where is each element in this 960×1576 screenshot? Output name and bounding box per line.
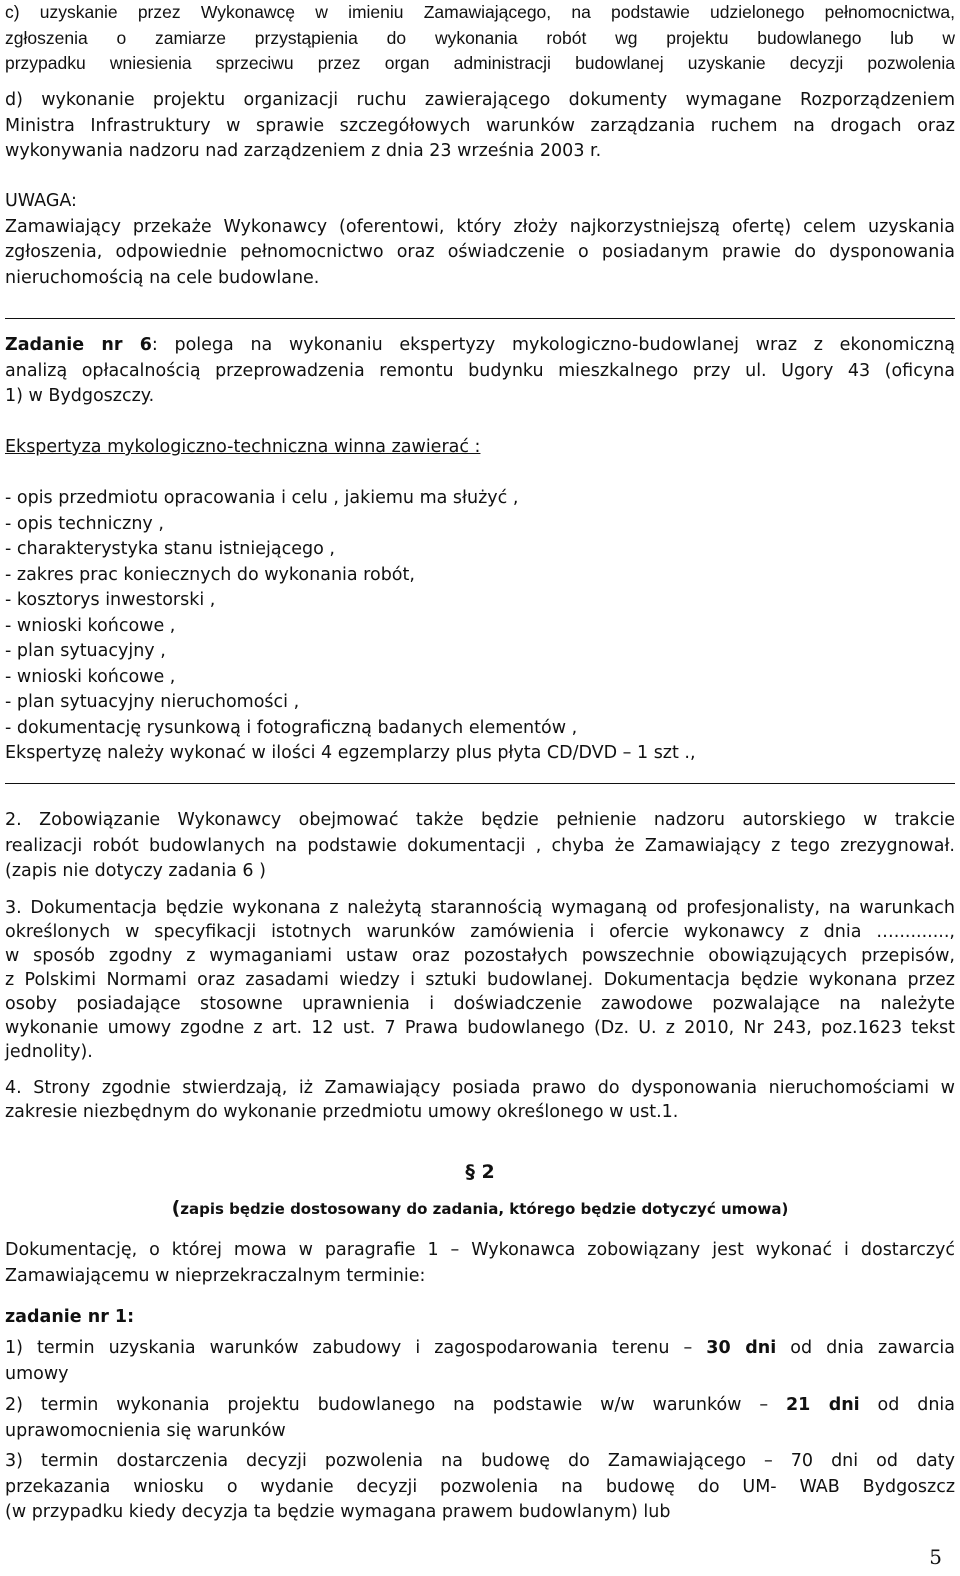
- zadanie-1-heading: [5, 1305, 955, 1331]
- list-item: - plan sytuacyjny nieruchomości ,: [5, 692, 300, 712]
- page-number: 5: [929, 1545, 942, 1569]
- item-text: od dnia: [859, 1395, 956, 1415]
- list-item: - dokumentację rysunkową i fotograficzną badanych elementów ,: [5, 717, 578, 738]
- text-line: d) wykonanie projektu organizacji ruchu zawierającego dokumenty wymagane Rozporządzeniem: [5, 90, 955, 110]
- text-line: c) uzyskanie przez Wykonawcę w imieniu Zamawiającego, na podstawie udzielonego pełnomocnictwa,: [5, 2, 955, 22]
- text-line: realizacji robót budowlanych na podstawie dokumentacji , chyba że Zamawiający z tego zrezygnował.: [5, 835, 955, 856]
- ekspertyza-heading: [5, 435, 955, 461]
- text-line: osoby posiadające stosowne uprawnienia i doświadczenie zawodowe pozwalające na należyte: [5, 994, 955, 1014]
- text-line: 3. Dokumentacja będzie wykonana z należytą starannością wymaganą od profesjonalisty, na warunkach: [5, 898, 955, 918]
- dokumentacje-paragraph: [5, 1238, 955, 1289]
- item-text: 2) termin wykonania projektu budowlanego na podstawie w/w warunków –: [5, 1395, 786, 1415]
- text-line: 4. Strony zgodnie stwierdzają, iż Zamawiający posiada prawo do dysponowania nieruchomościami w: [5, 1078, 955, 1098]
- zadanie-1-item-1: [5, 1336, 955, 1387]
- text-line: określonych w specyfikacji istotnych warunków zamówienia i ofercie wykonawcy z dnia …..........,: [5, 922, 955, 942]
- section-heading: Ekspertyza mykologiczno-techniczna winna zawierać :: [5, 437, 481, 457]
- list-item: - kosztorys inwestorski ,: [5, 590, 216, 610]
- text-line: Dokumentację, o której mowa w paragrafie 1 – Wykonawca zobowiązany jest wykonać i dostarczyć: [5, 1240, 955, 1260]
- text-line: 3) termin dostarczenia decyzji pozwolenia na budowę do Zamawiającego – 70 dni od daty: [5, 1451, 955, 1471]
- text-line: uprawomocnienia się warunków: [5, 1420, 286, 1441]
- deadline-days: 30 dni: [706, 1338, 777, 1358]
- zadanie-1-item-2: [5, 1393, 955, 1444]
- text-line: 1) w Bydgoszczy.: [5, 386, 155, 406]
- section-2-title: [5, 1160, 955, 1186]
- paragraph-symbol: § 2: [465, 1161, 495, 1183]
- list-item: - wnioski końcowe ,: [5, 615, 176, 636]
- text-line: Zamawiającemu w nieprzekraczalnym terminie:: [5, 1265, 426, 1286]
- text-line: Ministra Infrastruktury w sprawie szczegółowych warunków zarządzania ruchem na drogach oraz: [5, 115, 955, 136]
- paragraph-c: [5, 0, 955, 77]
- section-heading: zadanie nr 1:: [5, 1307, 135, 1327]
- zadanie-6-paragraph: [5, 333, 955, 410]
- zadanie-6-text: : polega na wykonaniu ekspertyzy mykologiczno-budowlanej wraz z ekonomiczną: [151, 335, 955, 355]
- list-item: - plan sytuacyjny ,: [5, 641, 166, 661]
- text-line: 2. Zobowiązanie Wykonawcy obejmować także będzie pełnienie nadzoru autorskiego w trakcie: [5, 810, 955, 830]
- section-2-note: [5, 1196, 955, 1223]
- point-3: [5, 896, 955, 1064]
- paren-open: (: [171, 1197, 181, 1219]
- list-item: - opis przedmiotu opracowania i celu , jakiemu ma służyć ,: [5, 488, 519, 508]
- text-line: wykonanie umowy zgodne z art. 12 ust. 7 Prawa budowlanego (Dz. U. z 2010, Nr 243, poz.1623 tekst: [5, 1018, 955, 1038]
- list-item: - zakres prac koniecznych do wykonania robót,: [5, 564, 415, 585]
- paragraph-d: [5, 88, 955, 165]
- list-item: - opis techniczny ,: [5, 513, 164, 534]
- point-4: [5, 1076, 955, 1124]
- uwaga-heading: UWAGA:: [5, 191, 77, 211]
- zadanie-1-item-3: [5, 1449, 955, 1526]
- item-text: od dnia zawarcia: [776, 1338, 955, 1358]
- ekspertyza-list: [5, 486, 955, 767]
- text-line: (w przypadku kiedy decyzja ta będzie wymagana prawem budowlanym) lub: [5, 1502, 671, 1522]
- text-line: nieruchomością na cele budowlane.: [5, 267, 320, 288]
- text-line: z Polskimi Normami oraz zasadami wiedzy i sztuki budowlanej. Dokumentacja będzie wykonana przez: [5, 970, 955, 990]
- point-2: [5, 808, 955, 885]
- list-item: Ekspertyzę należy wykonać w ilości 4 egzemplarzy plus płyta CD/DVD – 1 szt .,: [5, 743, 696, 763]
- zadanie-6-label: Zadanie nr 6: [5, 335, 152, 355]
- text-line: analizą opłacalnością przeprowadzenia remontu budynku mieszkalnego przy ul. Ugory 43 (oficyna: [5, 360, 955, 381]
- text-line: [5, 1393, 955, 1419]
- text-line: [5, 333, 955, 359]
- uwaga-note: [5, 189, 955, 291]
- deadline-days: 21 dni: [785, 1395, 860, 1415]
- text-line: (zapis nie dotyczy zadania 6 ): [5, 861, 266, 881]
- text-line: Zamawiający przekaże Wykonawcy (oferentowi, który złoży najkorzystniejszą ofertę) celem uzyskania: [5, 216, 955, 237]
- text-line: zgłoszenia o zamiarze przystąpienia do wykonania robót wg projektu budowlanego lub w: [5, 27, 955, 48]
- text-line: umowy: [5, 1363, 69, 1384]
- text-line: [5, 1336, 955, 1362]
- horizontal-rule: [5, 318, 955, 319]
- text-line: zgłoszenia, odpowiednie pełnomocnictwo oraz oświadczenie o posiadanym prawie do dysponowania: [5, 242, 955, 262]
- list-item: - wnioski końcowe ,: [5, 666, 176, 687]
- section-note-text: zapis będzie dostosowany do zadania, którego będzie dotyczyć umowa): [180, 1200, 789, 1218]
- text-line: przekazania wniosku o wydanie decyzji pozwolenia na budowę do UM- WAB Bydgoszcz: [5, 1476, 955, 1497]
- text-line: przypadku wniesienia sprzeciwu przez organ administracji budowlanej uzyskanie decyzji pozwolenia: [5, 53, 955, 73]
- horizontal-rule: [5, 783, 955, 784]
- list-item: - charakterystyka stanu istniejącego ,: [5, 539, 335, 559]
- text-line: wykonywania nadzoru nad zarządzeniem z dnia 23 września 2003 r.: [5, 141, 602, 161]
- text-line: w sposób zgodny z wymaganiami ustaw oraz pozostałych powszechnie obowiązujących przepisów,: [5, 946, 955, 966]
- text-line: zakresie niezbędnym do wykonanie przedmiotu umowy określonego w ust.1.: [5, 1102, 679, 1122]
- item-text: 1) termin uzyskania warunków zabudowy i zagospodarowania terenu –: [5, 1338, 707, 1358]
- text-line: jednolity).: [5, 1042, 93, 1062]
